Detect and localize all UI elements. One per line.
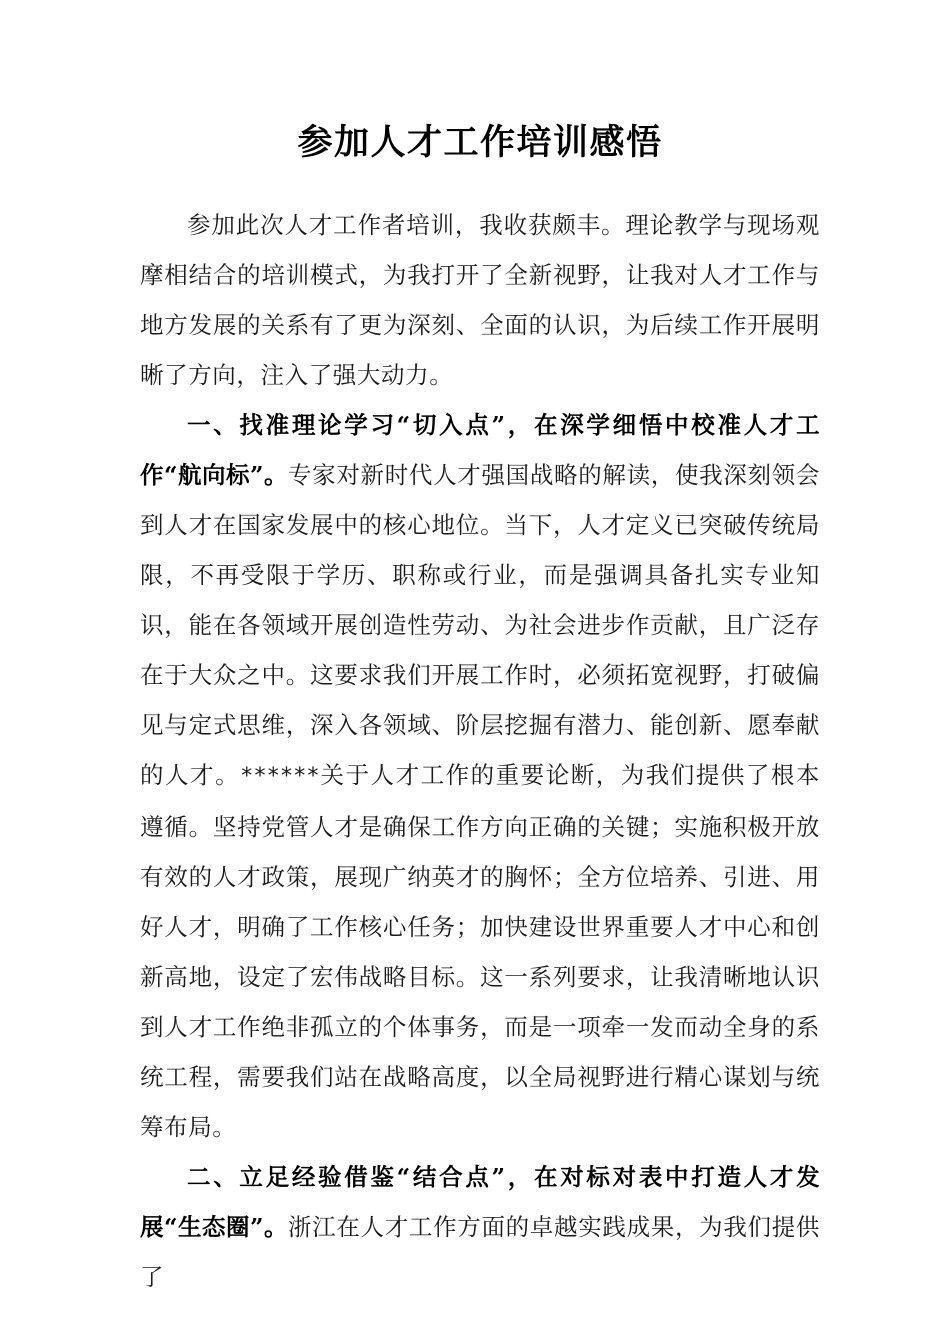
section-heading-one: 一、找准理论学习“切入点”，在深学细悟中校准人才工作“航向标”。	[140, 411, 820, 489]
document-body	[140, 0, 820, 1302]
text-run-body: 专家对新时代人才强国战略的解读，使我深刻领会到人才在国家发展中的核心地位。当下，人才定义已突破传统局限，不再受限于学历、职称或行业，而是强调具备扎实专业知识，能在各领域开展创造性劳动、为社会进步作贡献，且广泛存在于大众之中。这要求我们开展工作时，必须拓宽视野，打破偏见与定式思维，深入各领域、阶层挖掘有潜力、能创新、愿奉献的人才。	[140, 461, 820, 789]
paragraph-section-two	[140, 1152, 820, 1302]
section-heading-two: 二、立足经验借鉴“结合点”，在对标对表中打造人才发展“生态圈”。	[140, 1163, 820, 1241]
text-run-body: 浙江在人才工作方面的卓越实践成果，为我们提供了	[140, 1213, 820, 1291]
text-run-body: 关于人才工作的重要论断，为我们提供了根本遵循。坚持党管人才是确保工作方向正确的关键；实施积极开放有效的人才政策，展现广纳英才的胸怀；全方位培养、引进、用好人才，明确了工作核心任务；加快建设世界重要人才中心和创新高地，设定了宏伟战略目标。这一系列要求，让我清晰地认识到人才工作绝非孤立的个体事务，而是一项牵一发而动全身的系统工程，需要我们站在战略高度，以全局视野进行精心谋划与统筹布局。	[140, 761, 821, 1141]
redacted-name-placeholder: ******	[240, 764, 320, 789]
paragraph-section-one	[140, 400, 820, 1152]
text-run-body: 参加此次人才工作者培训，我收获颇丰。理论教学与现场观摩相结合的培训模式，为我打开了全新视野，让我对人才工作与地方发展的关系有了更为深刻、全面的认识，为后续工作开展明晰了方向，注入了强大动力。	[140, 211, 820, 389]
page-title: 参加人才工作培训感悟	[297, 122, 663, 163]
paragraph-intro	[140, 200, 820, 400]
